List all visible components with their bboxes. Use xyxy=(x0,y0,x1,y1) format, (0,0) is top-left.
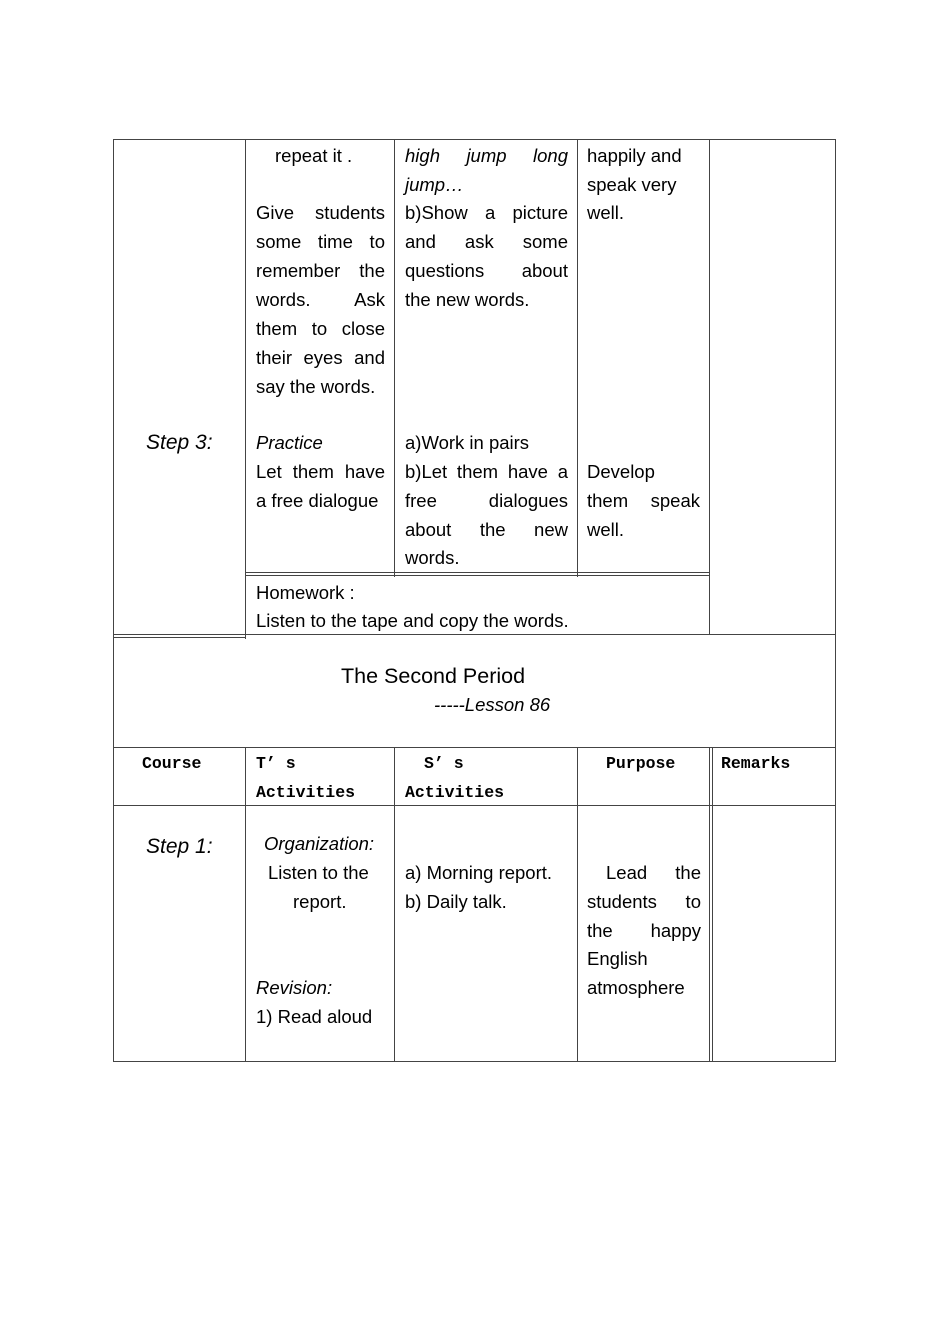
header-students-line: Activities xyxy=(405,783,505,802)
t1-right-border xyxy=(835,139,836,635)
teacher-give-line: words. Ask xyxy=(256,289,385,310)
purpose-top-line: happily and xyxy=(587,145,682,166)
period-subtitle: -----Lesson 86 xyxy=(434,694,551,715)
revision-line: 1) Read aloud xyxy=(256,1006,373,1027)
step3-label: Step 3: xyxy=(146,431,213,454)
organization-line: report. xyxy=(293,891,347,912)
step1-purpose-line: students to xyxy=(587,891,701,912)
header-students-line: S’ s xyxy=(424,754,464,773)
practice-line: a free dialogue xyxy=(256,490,379,511)
students-practice-line: about the new xyxy=(405,519,568,540)
organization-title: Organization: xyxy=(264,833,375,854)
header-course: Course xyxy=(142,754,202,773)
t1-course-divider xyxy=(245,139,246,639)
step1-label: Step 1: xyxy=(146,835,213,858)
t2-teacher-divider xyxy=(394,747,395,1062)
header-teacher-line: T’ s xyxy=(256,754,296,773)
teacher-give-line: Give students xyxy=(256,202,385,223)
t2-students-divider xyxy=(577,747,578,1062)
t1-homework-top-a xyxy=(245,572,710,573)
header-teacher-line: Activities xyxy=(256,783,356,802)
t1-teacher-divider xyxy=(394,139,395,577)
period-title: The Second Period xyxy=(341,664,526,688)
step1-purpose-line: the happy xyxy=(587,920,701,941)
step1-purpose-line: Lead the xyxy=(606,862,701,883)
t2-purpose-divider-a xyxy=(709,747,710,1062)
students-practice-line: b)Let them have a xyxy=(405,461,568,482)
students-show-line: b)Show a picture xyxy=(405,202,568,223)
t2-top-border xyxy=(113,747,836,748)
students-practice-line: free dialogues xyxy=(405,490,568,511)
step1-purpose-line: English xyxy=(587,948,648,969)
header-remarks: Remarks xyxy=(721,754,791,773)
t1-top-border xyxy=(113,139,836,140)
purpose-top-line: speak very xyxy=(587,174,677,195)
teacher-give-line: say the words. xyxy=(256,376,376,397)
t2-purpose-divider-b xyxy=(712,747,713,1062)
purpose-practice-line: them speak xyxy=(587,490,700,511)
practice-title: Practice xyxy=(256,432,323,453)
t1-left-border xyxy=(113,139,114,635)
purpose-top-line: well. xyxy=(587,202,625,223)
teacher-give-line: remember the xyxy=(256,260,385,281)
students-show-line: questions about xyxy=(405,260,568,281)
revision-title: Revision: xyxy=(256,977,333,998)
t1-purpose-divider xyxy=(709,139,710,635)
t2-course-divider xyxy=(245,747,246,1062)
homework-title: Homework : xyxy=(256,582,355,603)
t2-bottom-border xyxy=(113,1061,836,1062)
t1-step-bottom-b xyxy=(113,637,246,638)
t1-homework-top-b xyxy=(245,575,710,576)
step1-students-line: b) Daily talk. xyxy=(405,891,507,912)
organization-line: Listen to the xyxy=(268,862,369,883)
homework-text: Listen to the tape and copy the words. xyxy=(256,610,569,631)
practice-line: Let them have xyxy=(256,461,385,482)
students-top-line: jump… xyxy=(405,174,464,195)
students-practice-line: a)Work in pairs xyxy=(405,432,530,453)
teacher-top-text: repeat it . xyxy=(275,145,353,166)
purpose-practice-line: Develop xyxy=(587,461,655,482)
students-practice-line: words. xyxy=(405,547,460,568)
t2-right-border xyxy=(835,747,836,1062)
period-right-border xyxy=(835,634,836,748)
t2-left-border xyxy=(113,747,114,1062)
students-show-line: the new words. xyxy=(405,289,530,310)
purpose-practice-line: well. xyxy=(587,519,625,540)
step1-students-line: a) Morning report. xyxy=(405,862,553,883)
t1-students-divider xyxy=(577,139,578,577)
period-left-border xyxy=(113,634,114,748)
teacher-give-line: some time to xyxy=(256,231,385,252)
teacher-give-line: them to close xyxy=(256,318,385,339)
step1-purpose-line: atmosphere xyxy=(587,977,685,998)
students-show-line: and ask some xyxy=(405,231,568,252)
teacher-give-line: their eyes and xyxy=(256,347,385,368)
students-top-line: high jump long xyxy=(405,145,568,166)
header-purpose: Purpose xyxy=(606,754,676,773)
